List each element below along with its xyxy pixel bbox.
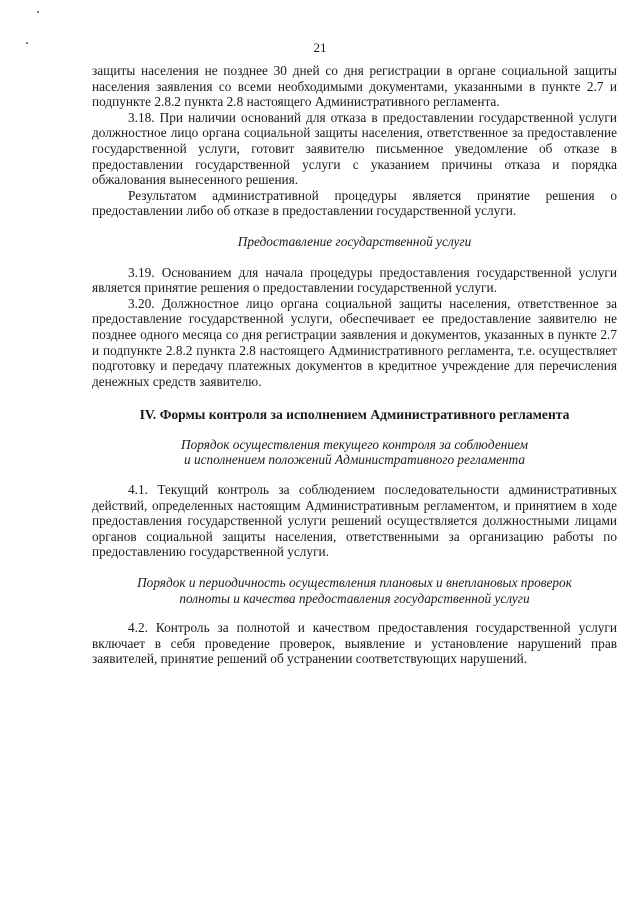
paragraph-continuation: защиты населения не позднее 30 дней со дня регистрации в органе социальной защиты населения заявления со всеми необходимыми документами, указанными в пункте 2.7 и подпункте 2.8.2 пункта 2.8 настоящего Административного регламента. xyxy=(92,63,617,110)
paragraph-4-1: 4.1. Текущий контроль за соблюдением последовательности административных действий, определенных настоящим Административным регламентом, и принятием в ходе предоставления государственной услуги решений осуществляется должностными лицами органов социальной защиты населения, ответственными за организацию работы по предоставлению государственной услуги. xyxy=(92,482,617,560)
subheading-current-control-line2: и исполнением положений Административного регламента xyxy=(184,452,525,468)
subheading-inspections-line1: Порядок и периодичность осуществления плановых и внеплановых проверок xyxy=(137,575,572,591)
paragraph-3-20: 3.20. Должностное лицо органа социальной защиты населения, ответственное за предоставление государственной услуги, обеспечивает ее предоставление заявителю не позднее одного месяца со дня регистрации заявления и документов, указанных в пункте 2.7 и подпункте 2.8.2 пункта 2.8 настоящего Административного регламента, т.е. осуществляет подготовку и передачу платежных документов в кредитное учреждение для перечисления денежных средств заявителю. xyxy=(92,295,617,389)
document-body xyxy=(92,63,617,667)
paragraph-3-19: 3.19. Основанием для начала процедуры предоставления государственной услуги является принятие решения о предоставлении государственной услуги. xyxy=(92,264,617,296)
page-number: 21 xyxy=(313,40,327,55)
subheading-inspections-line2: полноты и качества предоставления государственной услуги xyxy=(179,590,530,606)
subheading-provision: Предоставление государственной услуги xyxy=(237,233,472,249)
subheading-current-control-line1: Порядок осуществления текущего контроля за соблюдением xyxy=(180,436,529,452)
paragraph-4-2: 4.2. Контроль за полнотой и качеством предоставления государственной услуги включает в себя проведение проверок, выявление и установление нарушений прав заявителей, принятие решений об устранении соответствующих нарушений. xyxy=(92,620,617,667)
scan-speck xyxy=(37,11,39,13)
paragraph-3-18: 3.18. При наличии оснований для отказа в предоставлении государственной услуги должностное лицо органа социальной защиты населения, ответственное за предоставление государственной услуги, готовит заявителю письменное уведомление об отказе в предоставлении государственной услуги с указанием причины отказа и порядка обжалования вынесенного решения. xyxy=(92,109,617,188)
paragraph-result: Результатом административной процедуры является принятие решения о предоставлении либо об отказе в предоставлении государственной услуги. xyxy=(92,187,617,219)
section-heading-iv: IV. Формы контроля за исполнением Административного регламента xyxy=(139,407,570,423)
